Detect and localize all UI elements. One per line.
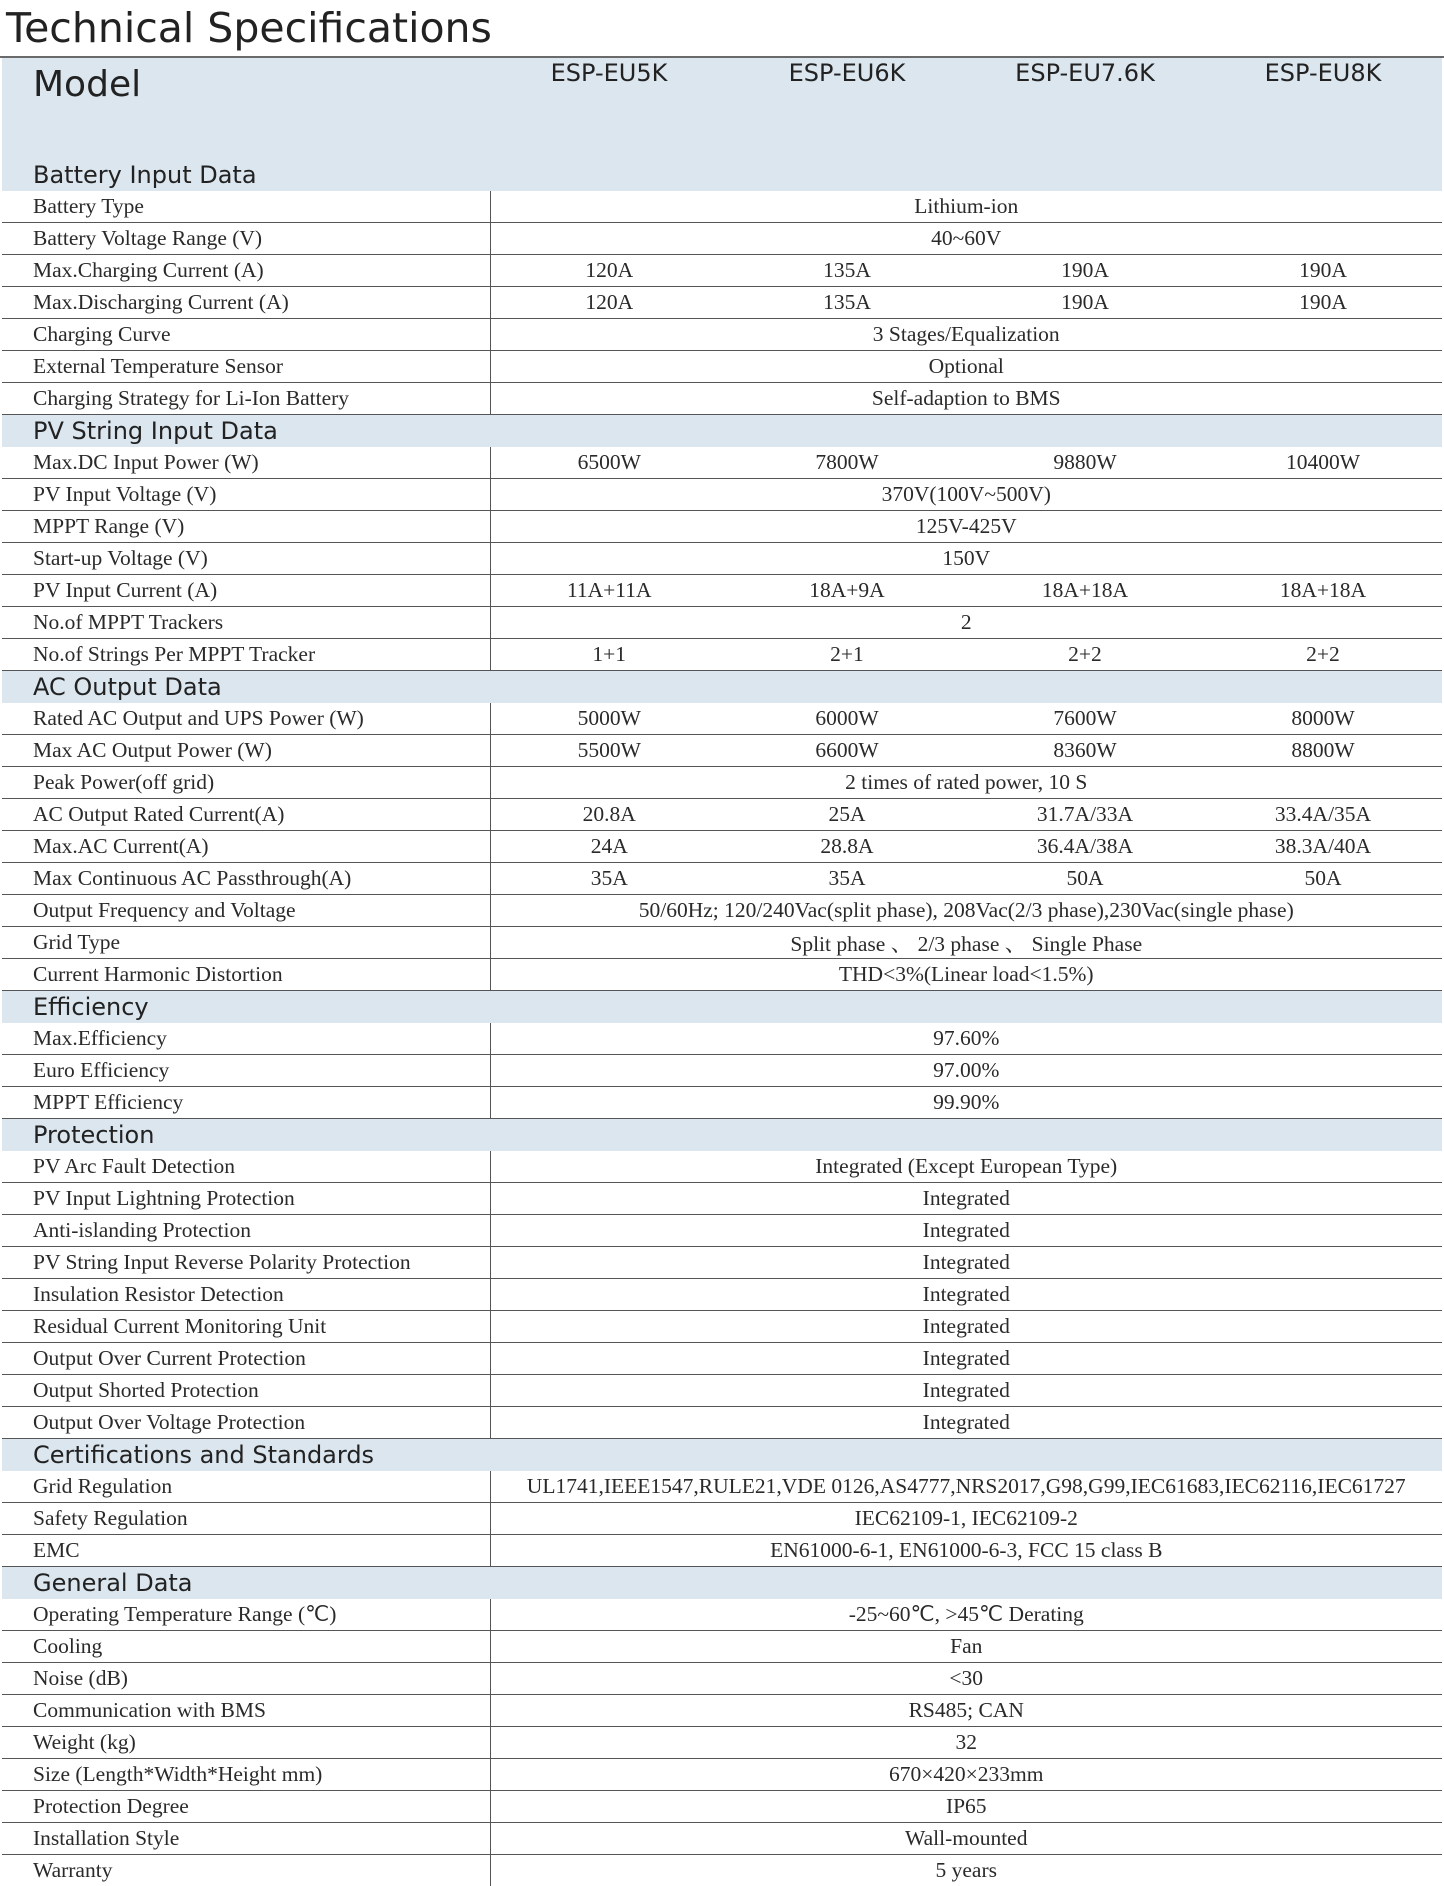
- table-row: [2, 703, 1442, 735]
- table-row: [2, 1759, 1442, 1791]
- table-row: [2, 447, 1442, 479]
- section-title: AC Output Data: [2, 671, 1442, 704]
- table-row: [2, 1375, 1442, 1407]
- spec-value: Integrated: [490, 1215, 1442, 1247]
- spec-value: 1+1: [490, 639, 728, 671]
- table-row: [2, 607, 1442, 639]
- spec-label: Start-up Voltage (V): [2, 543, 490, 575]
- section-title: Efficiency: [2, 991, 1442, 1024]
- spec-value: 8360W: [966, 735, 1204, 767]
- table-row: [2, 1599, 1442, 1631]
- table-row: [2, 319, 1442, 351]
- spec-label: MPPT Efficiency: [2, 1087, 490, 1119]
- spec-value: Self-adaption to BMS: [490, 383, 1442, 415]
- spec-value: 2+2: [966, 639, 1204, 671]
- spec-value: 135A: [728, 255, 966, 287]
- spec-value: 6000W: [728, 703, 966, 735]
- spec-value: 120A: [490, 255, 728, 287]
- table-row: [2, 1727, 1442, 1759]
- spec-value: 2+1: [728, 639, 966, 671]
- spec-label: Max.DC Input Power (W): [2, 447, 490, 479]
- table-row: [2, 511, 1442, 543]
- spec-value: 25A: [728, 799, 966, 831]
- table-row: [2, 1183, 1442, 1215]
- spec-value: 50/60Hz; 120/240Vac(split phase), 208Vac(2/3 phase),230Vac(single phase): [490, 895, 1442, 927]
- spec-label: Cooling: [2, 1631, 490, 1663]
- spec-value: Integrated: [490, 1247, 1442, 1279]
- table-row: [2, 1471, 1442, 1503]
- spec-label: Max.AC Current(A): [2, 831, 490, 863]
- spec-value: Fan: [490, 1631, 1442, 1663]
- spec-label: Max.Efficiency: [2, 1023, 490, 1055]
- spec-value: 135A: [728, 287, 966, 319]
- model-label: Model: [2, 58, 490, 159]
- table-row: [2, 1343, 1442, 1375]
- spec-value: 190A: [1204, 255, 1442, 287]
- spec-label: Current Harmonic Distortion: [2, 959, 490, 991]
- table-row: [2, 767, 1442, 799]
- spec-value: 18A+18A: [1204, 575, 1442, 607]
- spec-value: <30: [490, 1663, 1442, 1695]
- spec-label: Euro Efficiency: [2, 1055, 490, 1087]
- spec-value: 38.3A/40A: [1204, 831, 1442, 863]
- spec-value: 2 times of rated power, 10 S: [490, 767, 1442, 799]
- section-header-row: [2, 1439, 1442, 1472]
- spec-label: Noise (dB): [2, 1663, 490, 1695]
- table-row: [2, 1503, 1442, 1535]
- section-header-row: [2, 415, 1442, 448]
- spec-label: Grid Regulation: [2, 1471, 490, 1503]
- spec-value: Split phase 、 2/3 phase 、 Single Phase: [490, 927, 1442, 959]
- table-row: [2, 1087, 1442, 1119]
- spec-label: PV Input Lightning Protection: [2, 1183, 490, 1215]
- table-row: [2, 639, 1442, 671]
- spec-label: Max.Charging Current (A): [2, 255, 490, 287]
- spec-value: 33.4A/35A: [1204, 799, 1442, 831]
- spec-value: 10400W: [1204, 447, 1442, 479]
- table-row: [2, 1535, 1442, 1567]
- spec-value: 2+2: [1204, 639, 1442, 671]
- spec-label: EMC: [2, 1535, 490, 1567]
- spec-value: 50A: [966, 863, 1204, 895]
- table-row: [2, 351, 1442, 383]
- spec-value: Lithium-ion: [490, 191, 1442, 223]
- spec-label: Insulation Resistor Detection: [2, 1279, 490, 1311]
- spec-value: EN61000-6-1, EN61000-6-3, FCC 15 class B: [490, 1535, 1442, 1567]
- spec-value: 190A: [966, 287, 1204, 319]
- spec-label: Battery Type: [2, 191, 490, 223]
- spec-value: Integrated: [490, 1311, 1442, 1343]
- spec-label: No.of Strings Per MPPT Tracker: [2, 639, 490, 671]
- spec-value: 5500W: [490, 735, 728, 767]
- spec-label: Grid Type: [2, 927, 490, 959]
- spec-value: 35A: [490, 863, 728, 895]
- table-row: [2, 1663, 1442, 1695]
- spec-value: 150V: [490, 543, 1442, 575]
- spec-label: Installation Style: [2, 1823, 490, 1855]
- table-row: [2, 831, 1442, 863]
- spec-value: THD<3%(Linear load<1.5%): [490, 959, 1442, 991]
- model-name: ESP-EU7.6K: [966, 58, 1204, 159]
- spec-value: 7800W: [728, 447, 966, 479]
- spec-label: Weight (kg): [2, 1727, 490, 1759]
- spec-value: -25~60℃, >45℃ Derating: [490, 1599, 1442, 1631]
- table-row: [2, 479, 1442, 511]
- spec-value: Optional: [490, 351, 1442, 383]
- spec-value: Wall-mounted: [490, 1823, 1442, 1855]
- spec-value: 97.60%: [490, 1023, 1442, 1055]
- spec-value: 190A: [966, 255, 1204, 287]
- spec-label: Rated AC Output and UPS Power (W): [2, 703, 490, 735]
- spec-label: PV Input Voltage (V): [2, 479, 490, 511]
- spec-label: Size (Length*Width*Height mm): [2, 1759, 490, 1791]
- spec-value: 370V(100V~500V): [490, 479, 1442, 511]
- table-row: [2, 1855, 1442, 1886]
- spec-label: Max AC Output Power (W): [2, 735, 490, 767]
- spec-value: 99.90%: [490, 1087, 1442, 1119]
- section-title: General Data: [2, 1567, 1442, 1600]
- spec-label: MPPT Range (V): [2, 511, 490, 543]
- spec-value: 18A+9A: [728, 575, 966, 607]
- table-row: [2, 383, 1442, 415]
- model-name: ESP-EU6K: [728, 58, 966, 159]
- spec-value: 5000W: [490, 703, 728, 735]
- spec-label: Battery Voltage Range (V): [2, 223, 490, 255]
- spec-value: 24A: [490, 831, 728, 863]
- spec-value: 125V-425V: [490, 511, 1442, 543]
- model-header-row: [2, 58, 1442, 159]
- spec-label: Communication with BMS: [2, 1695, 490, 1727]
- table-row: [2, 1407, 1442, 1439]
- spec-value: 120A: [490, 287, 728, 319]
- table-row: [2, 1247, 1442, 1279]
- table-row: [2, 863, 1442, 895]
- spec-value: 20.8A: [490, 799, 728, 831]
- spec-value: Integrated (Except European Type): [490, 1151, 1442, 1183]
- spec-value: 18A+18A: [966, 575, 1204, 607]
- spec-value: 36.4A/38A: [966, 831, 1204, 863]
- model-name: ESP-EU5K: [490, 58, 728, 159]
- section-header-row: [2, 159, 1442, 191]
- table-row: [2, 959, 1442, 991]
- spec-label: Residual Current Monitoring Unit: [2, 1311, 490, 1343]
- section-header-row: [2, 671, 1442, 704]
- section-title: Protection: [2, 1119, 1442, 1152]
- spec-value: 8000W: [1204, 703, 1442, 735]
- section-header-row: [2, 1119, 1442, 1152]
- table-row: [2, 1823, 1442, 1855]
- spec-label: External Temperature Sensor: [2, 351, 490, 383]
- spec-label: Output Frequency and Voltage: [2, 895, 490, 927]
- spec-label: Warranty: [2, 1855, 490, 1886]
- spec-value: 3 Stages/Equalization: [490, 319, 1442, 351]
- table-row: [2, 1695, 1442, 1727]
- spec-value: Integrated: [490, 1407, 1442, 1439]
- spec-value: 670×420×233mm: [490, 1759, 1442, 1791]
- table-row: [2, 1151, 1442, 1183]
- table-row: [2, 1791, 1442, 1823]
- spec-label: AC Output Rated Current(A): [2, 799, 490, 831]
- table-row: [2, 735, 1442, 767]
- spec-value: Integrated: [490, 1343, 1442, 1375]
- spec-label: Output Over Voltage Protection: [2, 1407, 490, 1439]
- spec-label: PV String Input Reverse Polarity Protection: [2, 1247, 490, 1279]
- spec-label: Output Shorted Protection: [2, 1375, 490, 1407]
- spec-label: Safety Regulation: [2, 1503, 490, 1535]
- spec-value: 32: [490, 1727, 1442, 1759]
- spec-value: 7600W: [966, 703, 1204, 735]
- section-title: Battery Input Data: [2, 159, 1442, 191]
- spec-value: IEC62109-1, IEC62109-2: [490, 1503, 1442, 1535]
- section-header-row: [2, 1567, 1442, 1600]
- spec-value: Integrated: [490, 1375, 1442, 1407]
- spec-value: 40~60V: [490, 223, 1442, 255]
- table-row: [2, 1055, 1442, 1087]
- spec-value: 6500W: [490, 447, 728, 479]
- spec-label: Output Over Current Protection: [2, 1343, 490, 1375]
- table-row: [2, 543, 1442, 575]
- spec-value: 50A: [1204, 863, 1442, 895]
- spec-label: Charging Curve: [2, 319, 490, 351]
- table-row: [2, 1279, 1442, 1311]
- spec-label: Peak Power(off grid): [2, 767, 490, 799]
- spec-value: Integrated: [490, 1183, 1442, 1215]
- table-row: [2, 575, 1442, 607]
- table-row: [2, 895, 1442, 927]
- spec-label: No.of MPPT Trackers: [2, 607, 490, 639]
- section-title: PV String Input Data: [2, 415, 1442, 448]
- spec-value: 9880W: [966, 447, 1204, 479]
- table-row: [2, 1631, 1442, 1663]
- spec-table: [2, 58, 1442, 1886]
- table-row: [2, 223, 1442, 255]
- spec-value: 97.00%: [490, 1055, 1442, 1087]
- table-row: [2, 255, 1442, 287]
- page-title: Technical Specifications: [6, 2, 492, 54]
- section-title: Certifications and Standards: [2, 1439, 1442, 1472]
- spec-label: Operating Temperature Range (℃): [2, 1599, 490, 1631]
- spec-label: PV Input Current (A): [2, 575, 490, 607]
- spec-label: Protection Degree: [2, 1791, 490, 1823]
- spec-value: 11A+11A: [490, 575, 728, 607]
- spec-value: UL1741,IEEE1547,RULE21,VDE 0126,AS4777,NRS2017,G98,G99,IEC61683,IEC62116,IEC61727: [490, 1471, 1442, 1503]
- model-name: ESP-EU8K: [1204, 58, 1442, 159]
- spec-value: 28.8A: [728, 831, 966, 863]
- table-row: [2, 1215, 1442, 1247]
- spec-value: RS485; CAN: [490, 1695, 1442, 1727]
- spec-value: Integrated: [490, 1279, 1442, 1311]
- spec-label: PV Arc Fault Detection: [2, 1151, 490, 1183]
- spec-value: 8800W: [1204, 735, 1442, 767]
- table-row: [2, 1023, 1442, 1055]
- spec-label: Max Continuous AC Passthrough(A): [2, 863, 490, 895]
- section-header-row: [2, 991, 1442, 1024]
- spec-value: 31.7A/33A: [966, 799, 1204, 831]
- table-row: [2, 799, 1442, 831]
- spec-value: 35A: [728, 863, 966, 895]
- spec-value: 5 years: [490, 1855, 1442, 1886]
- spec-value: IP65: [490, 1791, 1442, 1823]
- spec-value: 2: [490, 607, 1442, 639]
- table-row: [2, 927, 1442, 959]
- spec-value: 190A: [1204, 287, 1442, 319]
- table-row: [2, 287, 1442, 319]
- spec-label: Charging Strategy for Li-Ion Battery: [2, 383, 490, 415]
- spec-label: Anti-islanding Protection: [2, 1215, 490, 1247]
- table-row: [2, 1311, 1442, 1343]
- spec-label: Max.Discharging Current (A): [2, 287, 490, 319]
- spec-table-body: [2, 58, 1442, 1886]
- spec-value: 6600W: [728, 735, 966, 767]
- table-row: [2, 191, 1442, 223]
